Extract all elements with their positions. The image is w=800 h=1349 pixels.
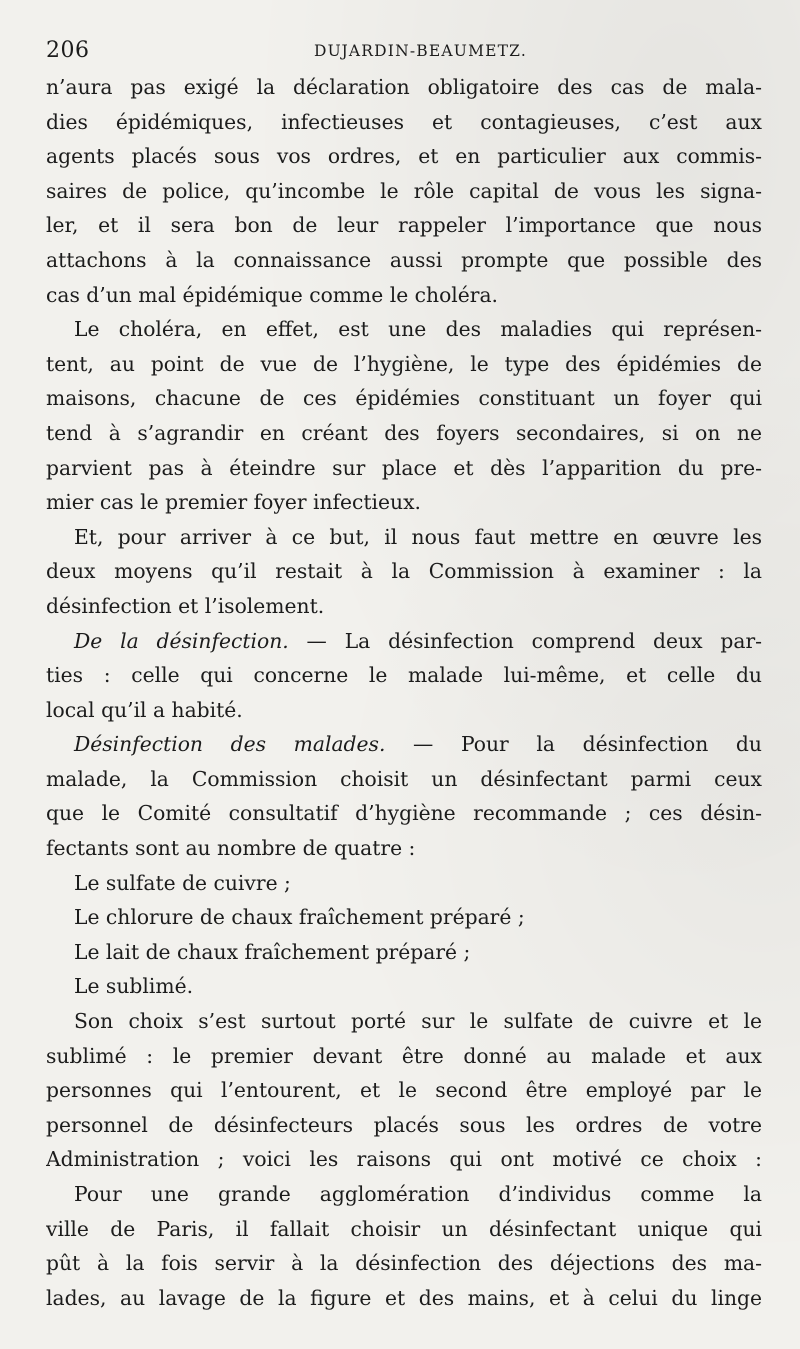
text-line: attachons à la connaissance aussi prompte que possible des <box>46 247 762 272</box>
text-line: personnes qui l’entourent, et le second être employé par le <box>46 1078 762 1103</box>
list-item: Le chlorure de chaux fraîchement préparé ; <box>74 905 525 930</box>
section-line <box>46 727 762 762</box>
text-line: désinfection et l’isolement. <box>46 593 325 618</box>
text-line: agents placés sous vos ordres, et en particulier aux commis- <box>46 144 762 169</box>
list-item: Le sulfate de cuivre ; <box>74 870 291 895</box>
text-line: maisons, chacune de ces épidémies constituant un foyer qui <box>46 386 762 411</box>
text-line: Pour une grande agglomération d’individus comme la <box>74 1182 762 1206</box>
text-line: Et, pour arriver à ce but, il nous faut mettre en œuvre les <box>74 524 762 549</box>
text-line: cas d’un mal épidémique comme le choléra. <box>46 282 499 307</box>
text-line: ties : celle qui concerne le malade lui-même, et celle du <box>46 663 762 688</box>
text-line: dies épidémiques, infectieuses et contagieuses, c’est aux <box>46 109 762 134</box>
text-line: que le Comité consultatif d’hygiène recommande ; ces désin- <box>46 801 762 826</box>
list-item: Le lait de chaux fraîchement préparé ; <box>74 939 471 964</box>
section-heading-desinfection: De la désinfection. <box>74 628 289 653</box>
text-line: mier cas le premier foyer infectieux. <box>46 490 421 515</box>
text-line: n’aura pas exigé la déclaration obligatoire des cas de mala- <box>46 75 762 99</box>
text-line: personnel de désinfecteurs placés sous les ordres de votre <box>46 1112 762 1137</box>
text-line: sublimé : le premier devant être donné au malade et aux <box>46 1043 762 1068</box>
dash: — <box>385 732 461 757</box>
text-line: pût à la fois servir à la désinfection des déjections des ma- <box>46 1251 762 1276</box>
text-line: lades, au lavage de la figure et des mains, et à celui du linge <box>46 1285 762 1310</box>
text-line: parvient pas à éteindre sur place et dès l’apparition du pre- <box>46 455 762 480</box>
text-line: tend à s’agrandir en créant des foyers secondaires, si on ne <box>46 420 762 445</box>
text-line: tent, au point de vue de l’hygiène, le type des épidémies de <box>46 351 762 376</box>
running-head: DUJARDIN-BEAUMETZ. <box>314 42 528 60</box>
text-line: saires de police, qu’incombe le rôle capital de vous les signa- <box>46 178 762 203</box>
text-line: ville de Paris, il fallait choisir un désinfectant unique qui <box>46 1216 762 1241</box>
text-line: Le choléra, en effet, est une des maladies qui représen- <box>74 317 762 342</box>
text-line: malade, la Commission choisit un désinfectant parmi ceux <box>46 766 762 791</box>
text-line: fectants sont au nombre de quatre : <box>46 836 416 861</box>
page-number: 206 <box>46 38 90 63</box>
text-line: local qu’il a habité. <box>46 697 243 722</box>
text-line: ler, et il sera bon de leur rappeler l’importance que nous <box>46 213 762 238</box>
text-fragment: La désinfection comprend deux par- <box>344 628 762 653</box>
list-item: Le sublimé. <box>74 974 194 999</box>
dash: — <box>288 628 345 653</box>
page-header <box>46 38 760 66</box>
section-line <box>46 624 762 659</box>
section-heading-malades: Désinfection des malades. <box>74 732 386 757</box>
text-fragment: Pour la désinfection du <box>460 732 762 757</box>
text-line: Administration ; voici les raisons qui ont motivé ce choix : <box>46 1147 762 1172</box>
text-line: Son choix s’est surtout porté sur le sulfate de cuivre et le <box>74 1009 762 1034</box>
body-text <box>46 70 762 1315</box>
text-line: deux moyens qu’il restait à la Commission à examiner : la <box>46 559 762 584</box>
